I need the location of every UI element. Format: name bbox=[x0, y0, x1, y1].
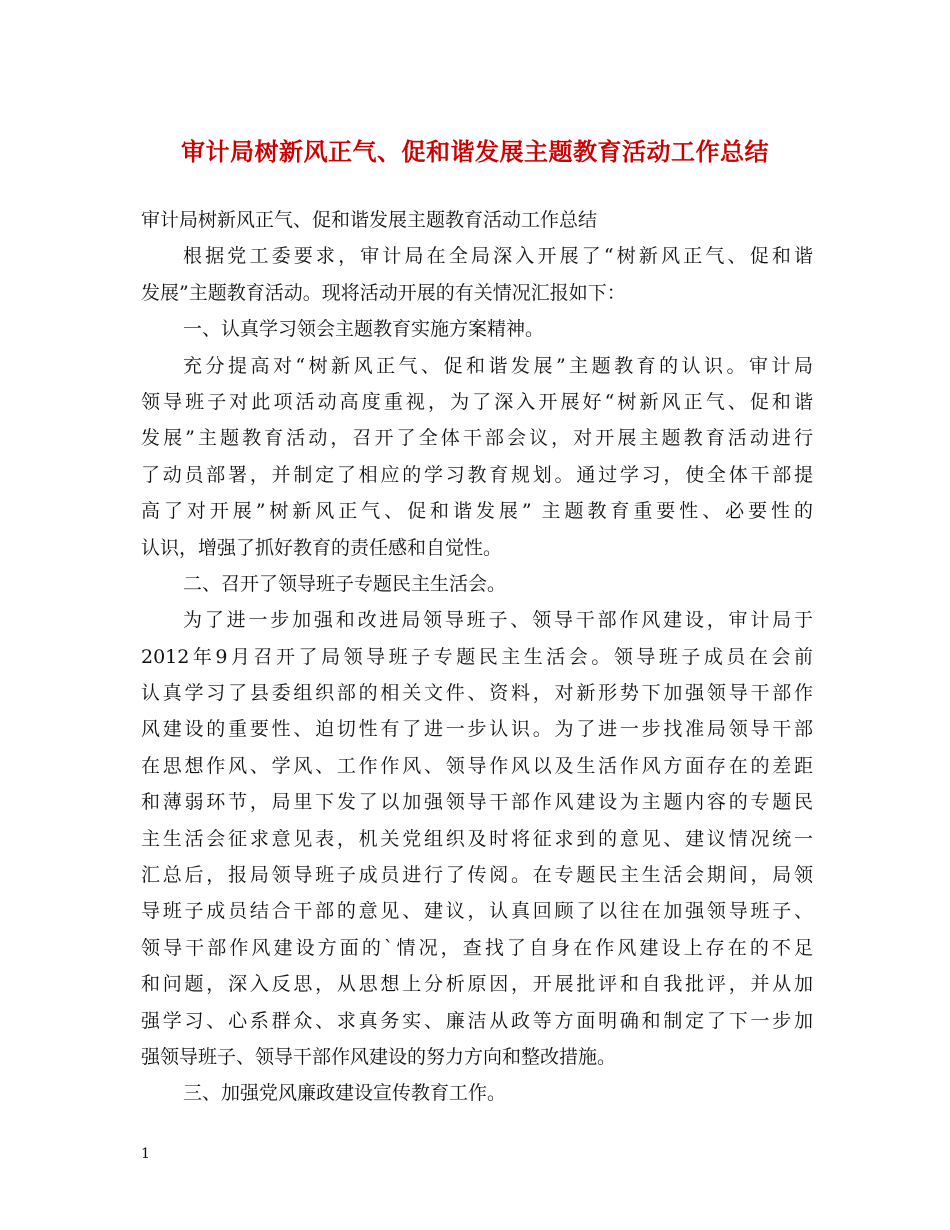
document-title: 审计局树新风正气、促和谐发展主题教育活动工作总结 bbox=[181, 137, 769, 166]
text-line: 强领导班子、领导干部作风建设的努力方向和整改措施。 bbox=[141, 1045, 617, 1068]
text-line: 一、认真学习领会主题教育实施方案精神。 bbox=[183, 318, 545, 341]
text-line: 高了对开展”树新风正气、促和谐发展” 主题教育重要性、必要性的 bbox=[141, 500, 813, 523]
text-line: 和薄弱环节，局里下发了以加强领导干部作风建设为主题内容的专题民 bbox=[141, 791, 813, 814]
text-line: 领导班子对此项活动高度重视，为了深入开展好“树新风正气、促和谐 bbox=[141, 390, 813, 413]
text-line: 审计局树新风正气、促和谐发展主题教育活动工作总结 bbox=[141, 209, 598, 231]
text-line: 为了进一步加强和改进局领导班子、领导干部作风建设，审计局于 bbox=[183, 609, 813, 632]
text-line: 汇总后，报局领导班子成员进行了传阅。在专题民主生活会期间，局领 bbox=[141, 864, 813, 887]
text-line: 强学习、心系群众、求真务实、廉洁从政等方面明确和制定了下一步加 bbox=[141, 1009, 813, 1032]
text-line: 认识，增强了抓好教育的责任感和自觉性。 bbox=[141, 536, 503, 559]
text-line: 根据党工委要求，审计局在全局深入开展了“树新风正气、促和谐 bbox=[183, 245, 813, 268]
text-line: 在思想作风、学风、工作作风、领导作风以及生活作风方面存在的差距 bbox=[141, 754, 813, 777]
document-body bbox=[141, 202, 813, 1112]
text-line: 三、加强党风廉政建设宣传教育工作。 bbox=[183, 1082, 507, 1105]
text-line: 风建设的重要性、迫切性有了进一步认识。为了进一步找准局领导干部 bbox=[141, 718, 813, 741]
text-line: 认真学习了县委组织部的相关文件、资料，对新形势下加强领导干部作 bbox=[141, 682, 813, 705]
text-line: 充分提高对“树新风正气、促和谐发展”主题教育的认识。审计局 bbox=[183, 354, 813, 377]
page-number: 1 bbox=[141, 1146, 150, 1162]
text-line: 领导干部作风建设方面的`情况，查找了自身在作风建设上存在的不足 bbox=[141, 936, 813, 959]
text-line: 发展”主题教育活动，召开了全体干部会议，对开展主题教育活动进行 bbox=[141, 427, 813, 450]
text-line: 2012年9月召开了局领导班子专题民主生活会。领导班子成员在会前 bbox=[141, 645, 813, 668]
text-line: 发展”主题教育活动。现将活动开展的有关情况汇报如下： bbox=[141, 281, 626, 304]
text-line: 导班子成员结合干部的意见、建议，认真回顾了以往在加强领导班子、 bbox=[141, 900, 813, 923]
text-line: 主生活会征求意见表，机关党组织及时将征求到的意见、建议情况统一 bbox=[141, 827, 813, 850]
text-line: 了动员部署，并制定了相应的学习教育规划。通过学习，使全体干部提 bbox=[141, 463, 813, 486]
text-line: 二、召开了领导班子专题民主生活会。 bbox=[183, 572, 507, 595]
text-line: 和问题，深入反思，从思想上分析原因，开展批评和自我批评，并从加 bbox=[141, 973, 813, 996]
